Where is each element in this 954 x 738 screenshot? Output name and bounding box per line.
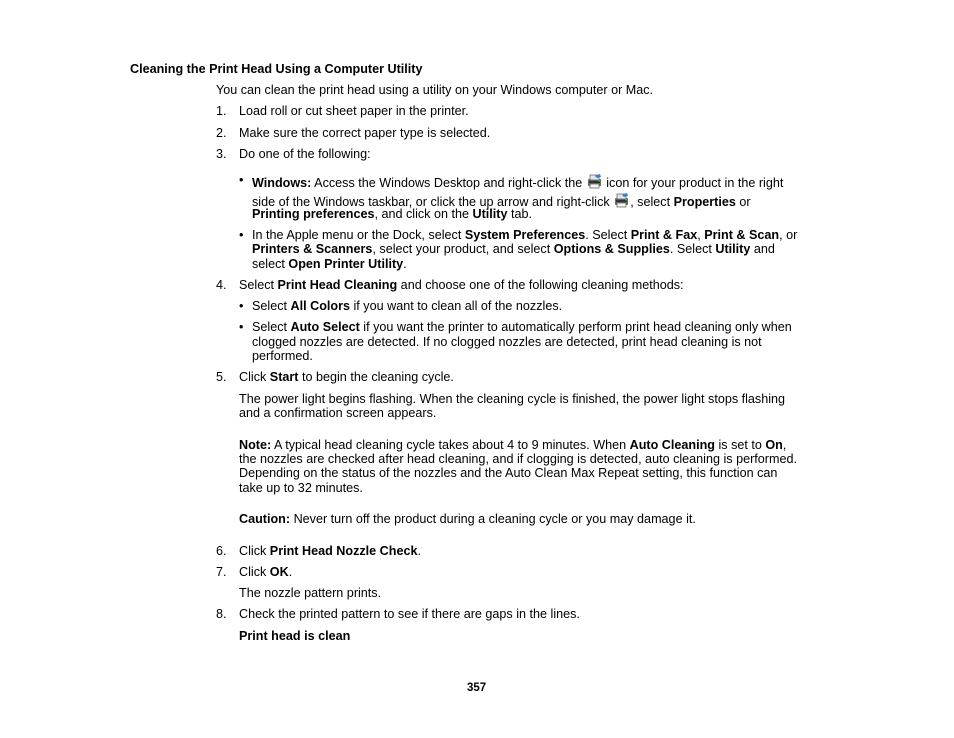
printers-scanners-label: Printers & Scanners xyxy=(252,242,373,256)
text-run: icon for your product in the right xyxy=(602,176,784,190)
properties-label: Properties xyxy=(673,195,736,209)
step-text: Load roll or cut sheet paper in the printer. xyxy=(239,104,469,118)
text-run: and xyxy=(750,242,775,256)
step-number: 3. xyxy=(216,147,227,161)
auto-select-option-line2: clogged nozzles are detected. If no clogged nozzles are detected, print head cleaning is not xyxy=(252,335,762,349)
intro-text: You can clean the print head using a utility on your Windows computer or Mac. xyxy=(216,83,654,97)
caution-text xyxy=(239,512,696,527)
text-run: , select your product, and select xyxy=(372,242,554,256)
step-text: Do one of the following: xyxy=(239,147,371,161)
step-number: 7. xyxy=(216,565,227,579)
step7-subtext: The nozzle pattern prints. xyxy=(239,586,382,600)
start-label: Start xyxy=(269,370,299,384)
step-text xyxy=(239,370,454,385)
all-colors-label: All Colors xyxy=(290,299,350,313)
text-run: or xyxy=(735,195,751,209)
text-run: to begin the cleaning cycle. xyxy=(298,370,454,384)
mac-instructions-line1 xyxy=(252,228,797,243)
text-run: . Select xyxy=(585,228,631,242)
text-run: A typical head cleaning cycle takes about 4 to 9 minutes. When xyxy=(271,438,630,452)
text-run: , xyxy=(697,228,705,242)
text-run: Select xyxy=(252,320,291,334)
utility-label: Utility xyxy=(715,242,751,256)
text-run: . Select xyxy=(669,242,716,256)
note-line4: take up to 32 minutes. xyxy=(239,481,363,495)
note-line1 xyxy=(239,438,786,453)
text-run: and choose one of the following cleaning methods: xyxy=(397,278,684,292)
auto-select-option-line1 xyxy=(252,320,792,335)
page-heading: Cleaning the Print Head Using a Computer Utility xyxy=(130,62,423,76)
step-text xyxy=(239,278,684,293)
bullet: • xyxy=(239,320,244,334)
text-run: . xyxy=(288,565,293,579)
note-line2: the nozzles are checked after head cleaning, and if clogging is detected, auto cleaning is performed. xyxy=(239,452,797,466)
text-run: . xyxy=(417,544,421,558)
text-run: if you want to clean all of the nozzles. xyxy=(350,299,563,313)
options-supplies-label: Options & Supplies xyxy=(553,242,670,256)
auto-cleaning-label: Auto Cleaning xyxy=(629,438,715,452)
note-label: Note: xyxy=(239,438,272,452)
windows-label: Windows: xyxy=(252,176,312,190)
caution-label: Caution: xyxy=(239,512,291,526)
printer-utility-icon xyxy=(613,192,630,209)
mac-instructions-line2 xyxy=(252,242,775,257)
text-run: if you want the printer to automatically perform print head cleaning only when xyxy=(359,320,792,334)
step-text: Make sure the correct paper type is selected. xyxy=(239,126,491,140)
text-run: is set to xyxy=(714,438,766,452)
text-run: Access the Windows Desktop and right-click the xyxy=(311,176,586,190)
text-run: . xyxy=(403,257,407,271)
print-fax-label: Print & Fax xyxy=(630,228,698,242)
open-printer-utility-label: Open Printer Utility xyxy=(288,257,404,271)
note-line3: Depending on the status of the nozzles and the Auto Clean Max Repeat setting, this function can xyxy=(239,466,778,480)
step-number: 8. xyxy=(216,607,227,621)
system-preferences-label: System Preferences xyxy=(464,228,586,242)
utility-label: Utility xyxy=(472,207,508,221)
all-colors-option xyxy=(252,299,562,314)
bullet: • xyxy=(239,228,244,242)
text-run: Select xyxy=(239,278,278,292)
bullet: • xyxy=(239,173,244,187)
text-run: side of the Windows taskbar, or click the up arrow and right-click xyxy=(252,195,614,209)
windows-instructions-line1 xyxy=(252,173,783,191)
bullet: • xyxy=(239,299,244,313)
nozzle-check-label: Print Head Nozzle Check xyxy=(269,544,418,558)
step-number: 2. xyxy=(216,126,227,140)
step5-paragraph-line2: and a confirmation screen appears. xyxy=(239,406,437,420)
step5-paragraph-line1: The power light begins flashing. When the cleaning cycle is finished, the power light stops flashing xyxy=(239,392,786,406)
text-run: , or xyxy=(779,228,798,242)
step-text xyxy=(239,565,292,580)
step-number: 4. xyxy=(216,278,227,292)
print-head-cleaning-label: Print Head Cleaning xyxy=(277,278,398,292)
text-run: In the Apple menu or the Dock, select xyxy=(252,228,465,242)
print-scan-label: Print & Scan xyxy=(704,228,780,242)
text-run: Click xyxy=(239,544,270,558)
step-text: Check the printed pattern to see if there are gaps in the lines. xyxy=(239,607,580,621)
text-run: Click xyxy=(239,565,270,579)
page-number: 357 xyxy=(467,682,487,694)
auto-select-label: Auto Select xyxy=(290,320,360,334)
printing-preferences-label: Printing preferences xyxy=(252,207,375,221)
windows-instructions-line3 xyxy=(252,207,532,222)
text-run: Select xyxy=(252,299,291,313)
ok-label: OK xyxy=(269,565,289,579)
text-run: Click xyxy=(239,370,270,384)
auto-select-option-line3: performed. xyxy=(252,349,313,363)
step-number: 5. xyxy=(216,370,227,384)
step-number: 1. xyxy=(216,104,227,118)
step-text xyxy=(239,544,421,559)
text-run: tab. xyxy=(507,207,532,221)
step-number: 6. xyxy=(216,544,227,558)
text-run: , select xyxy=(630,195,674,209)
text-run: Never turn off the product during a cleaning cycle or you may damage it. xyxy=(290,512,696,526)
text-run: , xyxy=(782,438,787,452)
sub-heading: Print head is clean xyxy=(239,629,351,643)
text-run: , and click on the xyxy=(374,207,473,221)
printer-utility-icon xyxy=(586,173,603,190)
on-label: On xyxy=(765,438,783,452)
mac-instructions-line3 xyxy=(252,257,407,272)
text-run: select xyxy=(252,257,289,271)
